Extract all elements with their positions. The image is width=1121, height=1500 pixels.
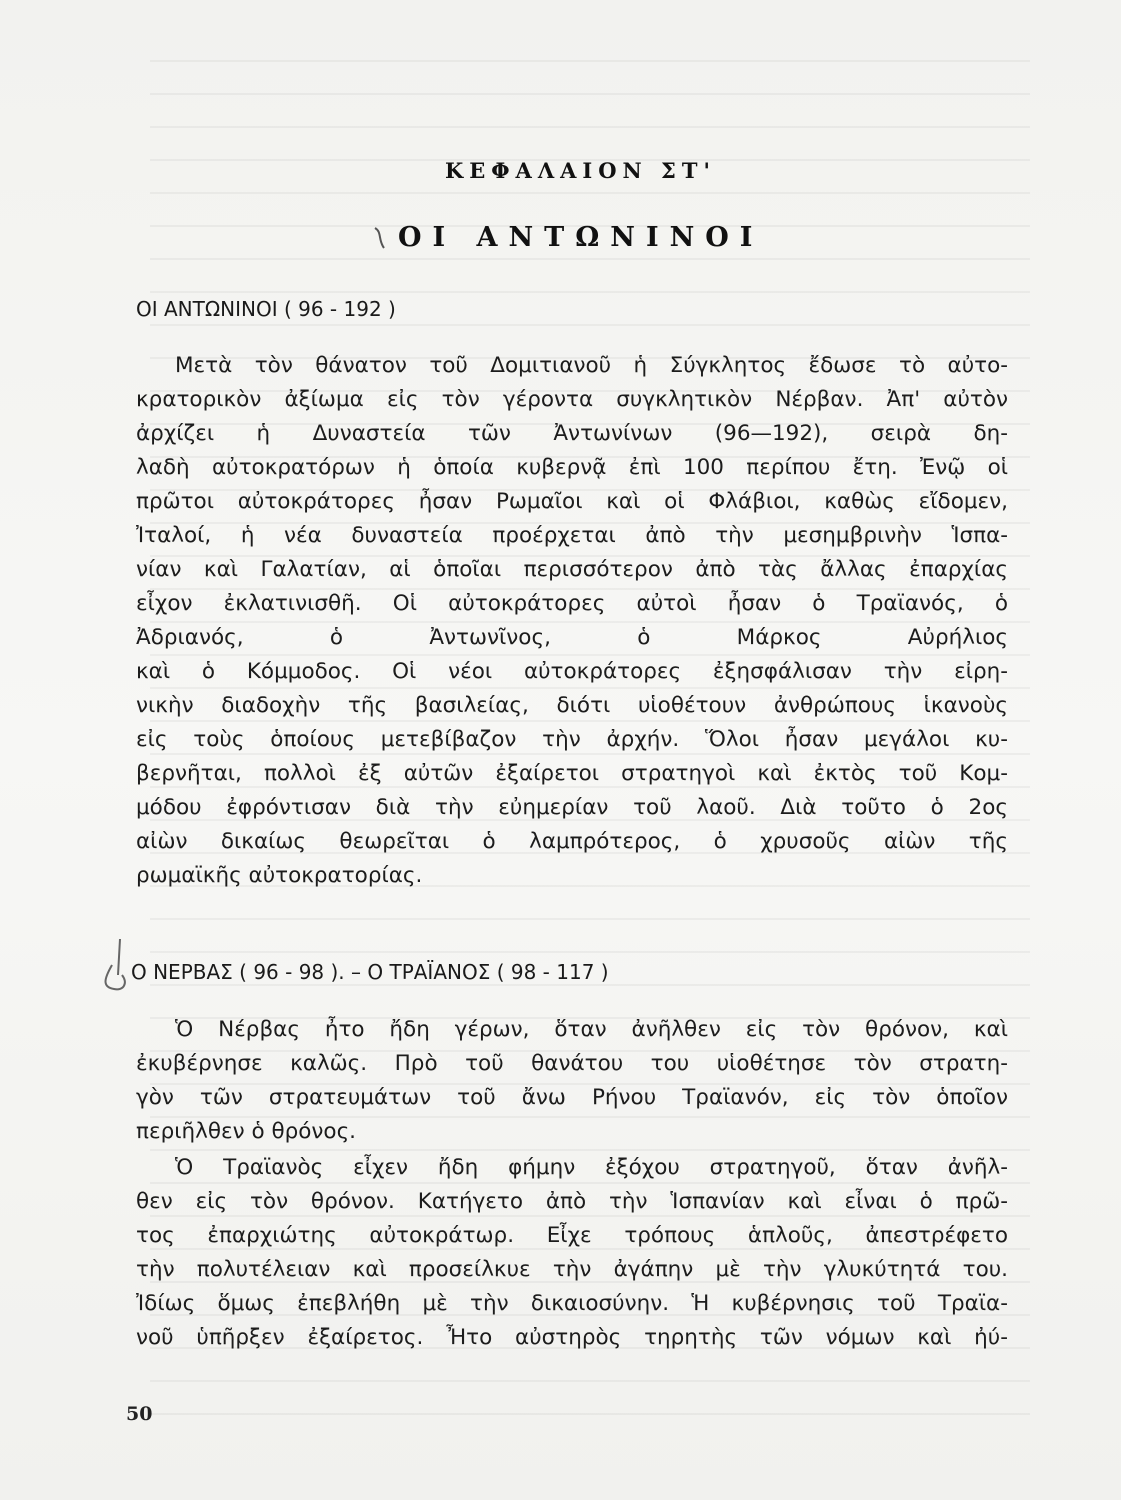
section-heading-nerva-trajan: Ο ΝΕΡΒΑΣ ( 96 - 98 ). – Ο ΤΡΑΪΑΝΟΣ ( 98 - 117 ) bbox=[131, 960, 609, 984]
paragraph-line: νοῦ ὑπῆρξεν ἐξαίρετος. Ἦτο αὐστηρὸς τηρητὴς τῶν νόμων καὶ ἠύ- bbox=[136, 1325, 1008, 1350]
paragraph-line: τὴν πολυτέλειαν καὶ προσείλκυε τὴν ἀγάπην μὲ τὴν γλυκύτητά του. bbox=[136, 1257, 1008, 1282]
paragraph-line: πρῶτοι αὐτοκράτορες ἦσαν Ρωμαῖοι καὶ οἱ Φλάβιοι, καθὼς εἴδομεν, bbox=[136, 489, 1008, 514]
paragraph-line: Ἀδριανός, ὁ Ἀντωνῖνος, ὁ Μάρκος Αὐρήλιος bbox=[136, 625, 1008, 650]
paragraph-line: νικὴν διαδοχὴν τῆς βασιλείας, διότι υἱοθέτουν ἀνθρώπους ἱκανοὺς bbox=[136, 693, 1008, 718]
paragraph-line: Ἰταλοί, ἡ νέα δυναστεία προέρχεται ἀπὸ τὴν μεσημβρινὴν Ἱσπα- bbox=[136, 523, 1008, 548]
paragraph-line: Ὁ Τραϊανὸς εἶχεν ἤδη φήμην ἐξόχου στρατηγοῦ, ὅταν ἀνῆλ- bbox=[175, 1155, 1008, 1180]
paragraph-line: βερνῆται, πολλοὶ ἐξ αὐτῶν ἐξαίρετοι στρατηγοὶ καὶ ἐκτὸς τοῦ Κομ- bbox=[136, 761, 1008, 786]
paragraph-line: ἐκυβέρνησε καλῶς. Πρὸ τοῦ θανάτου του υἱοθέτησε τὸν στρατη- bbox=[136, 1051, 1008, 1076]
paragraph-line: ἀρχίζει ἡ Δυναστεία τῶν Ἀντωνίνων (96—192), σειρὰ δη- bbox=[136, 421, 1008, 446]
paragraph-line: Μετὰ τὸν θάνατον τοῦ Δομιτιανοῦ ἡ Σύγκλητος ἔδωσε τὸ αὐτο- bbox=[175, 353, 1008, 378]
paragraph-line: εἶχον ἐκλατινισθῆ. Οἱ αὐτοκράτορες αὐτοὶ ἦσαν ὁ Τραϊανός, ὁ bbox=[136, 591, 1008, 616]
paragraph-line: Ἰδίως ὅμως ἐπεβλήθη μὲ τὴν δικαιοσύνην. Ἡ κυβέρνησις τοῦ Τραϊα- bbox=[136, 1291, 1008, 1316]
chapter-label: ΚΕΦΑΛΑΙΟΝ ΣΤ' bbox=[445, 158, 716, 183]
paragraph-line: τος ἐπαρχιώτης αὐτοκράτωρ. Εἶχε τρόπους ἁπλοῦς, ἀπεστρέφετο bbox=[136, 1223, 1008, 1248]
page-number: 50 bbox=[126, 1403, 153, 1425]
paragraph-line: εἰς τοὺς ὁποίους μετεβίβαζον τὴν ἀρχήν. Ὅλοι ἦσαν μεγάλοι κυ- bbox=[136, 727, 1008, 752]
paragraph-line: νίαν καὶ Γαλατίαν, αἱ ὁποῖαι περισσότερον ἀπὸ τὰς ἄλλας ἐπαρχίας bbox=[136, 557, 1008, 582]
chapter-title: ΟΙ ΑΝΤΩΝΙΝΟΙ bbox=[398, 222, 764, 253]
paragraph-line: κρατορικὸν ἀξίωμα εἰς τὸν γέροντα συγκλητικὸν Νέρβαν. Ἀπ' αὐτὸν bbox=[136, 387, 1008, 412]
paragraph-line: ρωμαϊκῆς αὐτοκρατορίας. bbox=[136, 863, 423, 888]
paragraph-line: Ὁ Νέρβας ἦτο ἤδη γέρων, ὅταν ἀνῆλθεν εἰς τὸν θρόνον, καὶ bbox=[175, 1017, 1008, 1042]
paragraph-line: καὶ ὁ Κόμμοδος. Οἱ νέοι αὐτοκράτορες ἐξησφάλισαν τὴν εἰρη- bbox=[136, 659, 1008, 684]
section-heading-antonines: ΟΙ ΑΝΤΩΝΙΝΟΙ ( 96 - 192 ) bbox=[136, 297, 396, 321]
paragraph-line: μόδου ἐφρόντισαν διὰ τὴν εὐημερίαν τοῦ λαοῦ. Διὰ τοῦτο ὁ 2ος bbox=[136, 795, 1008, 820]
paragraph-line: αἰὼν δικαίως θεωρεῖται ὁ λαμπρότερος, ὁ χρυσοῦς αἰὼν τῆς bbox=[136, 829, 1008, 854]
pencil-mark-icon bbox=[372, 226, 388, 252]
paragraph-line: λαδὴ αὐτοκρατόρων ἡ ὁποία κυβερνᾷ ἐπὶ 100 περίπου ἔτη. Ἐνῷ οἱ bbox=[136, 455, 1008, 480]
paragraph-line: θεν εἰς τὸν θρόνον. Κατήγετο ἀπὸ τὴν Ἱσπανίαν καὶ εἶναι ὁ πρῶ- bbox=[136, 1189, 1008, 1214]
paragraph-line: γὸν τῶν στρατευμάτων τοῦ ἄνω Ρήνου Τραϊανόν, εἰς τὸν ὁποῖον bbox=[136, 1085, 1008, 1110]
paragraph-line: περιῆλθεν ὁ θρόνος. bbox=[136, 1119, 357, 1144]
